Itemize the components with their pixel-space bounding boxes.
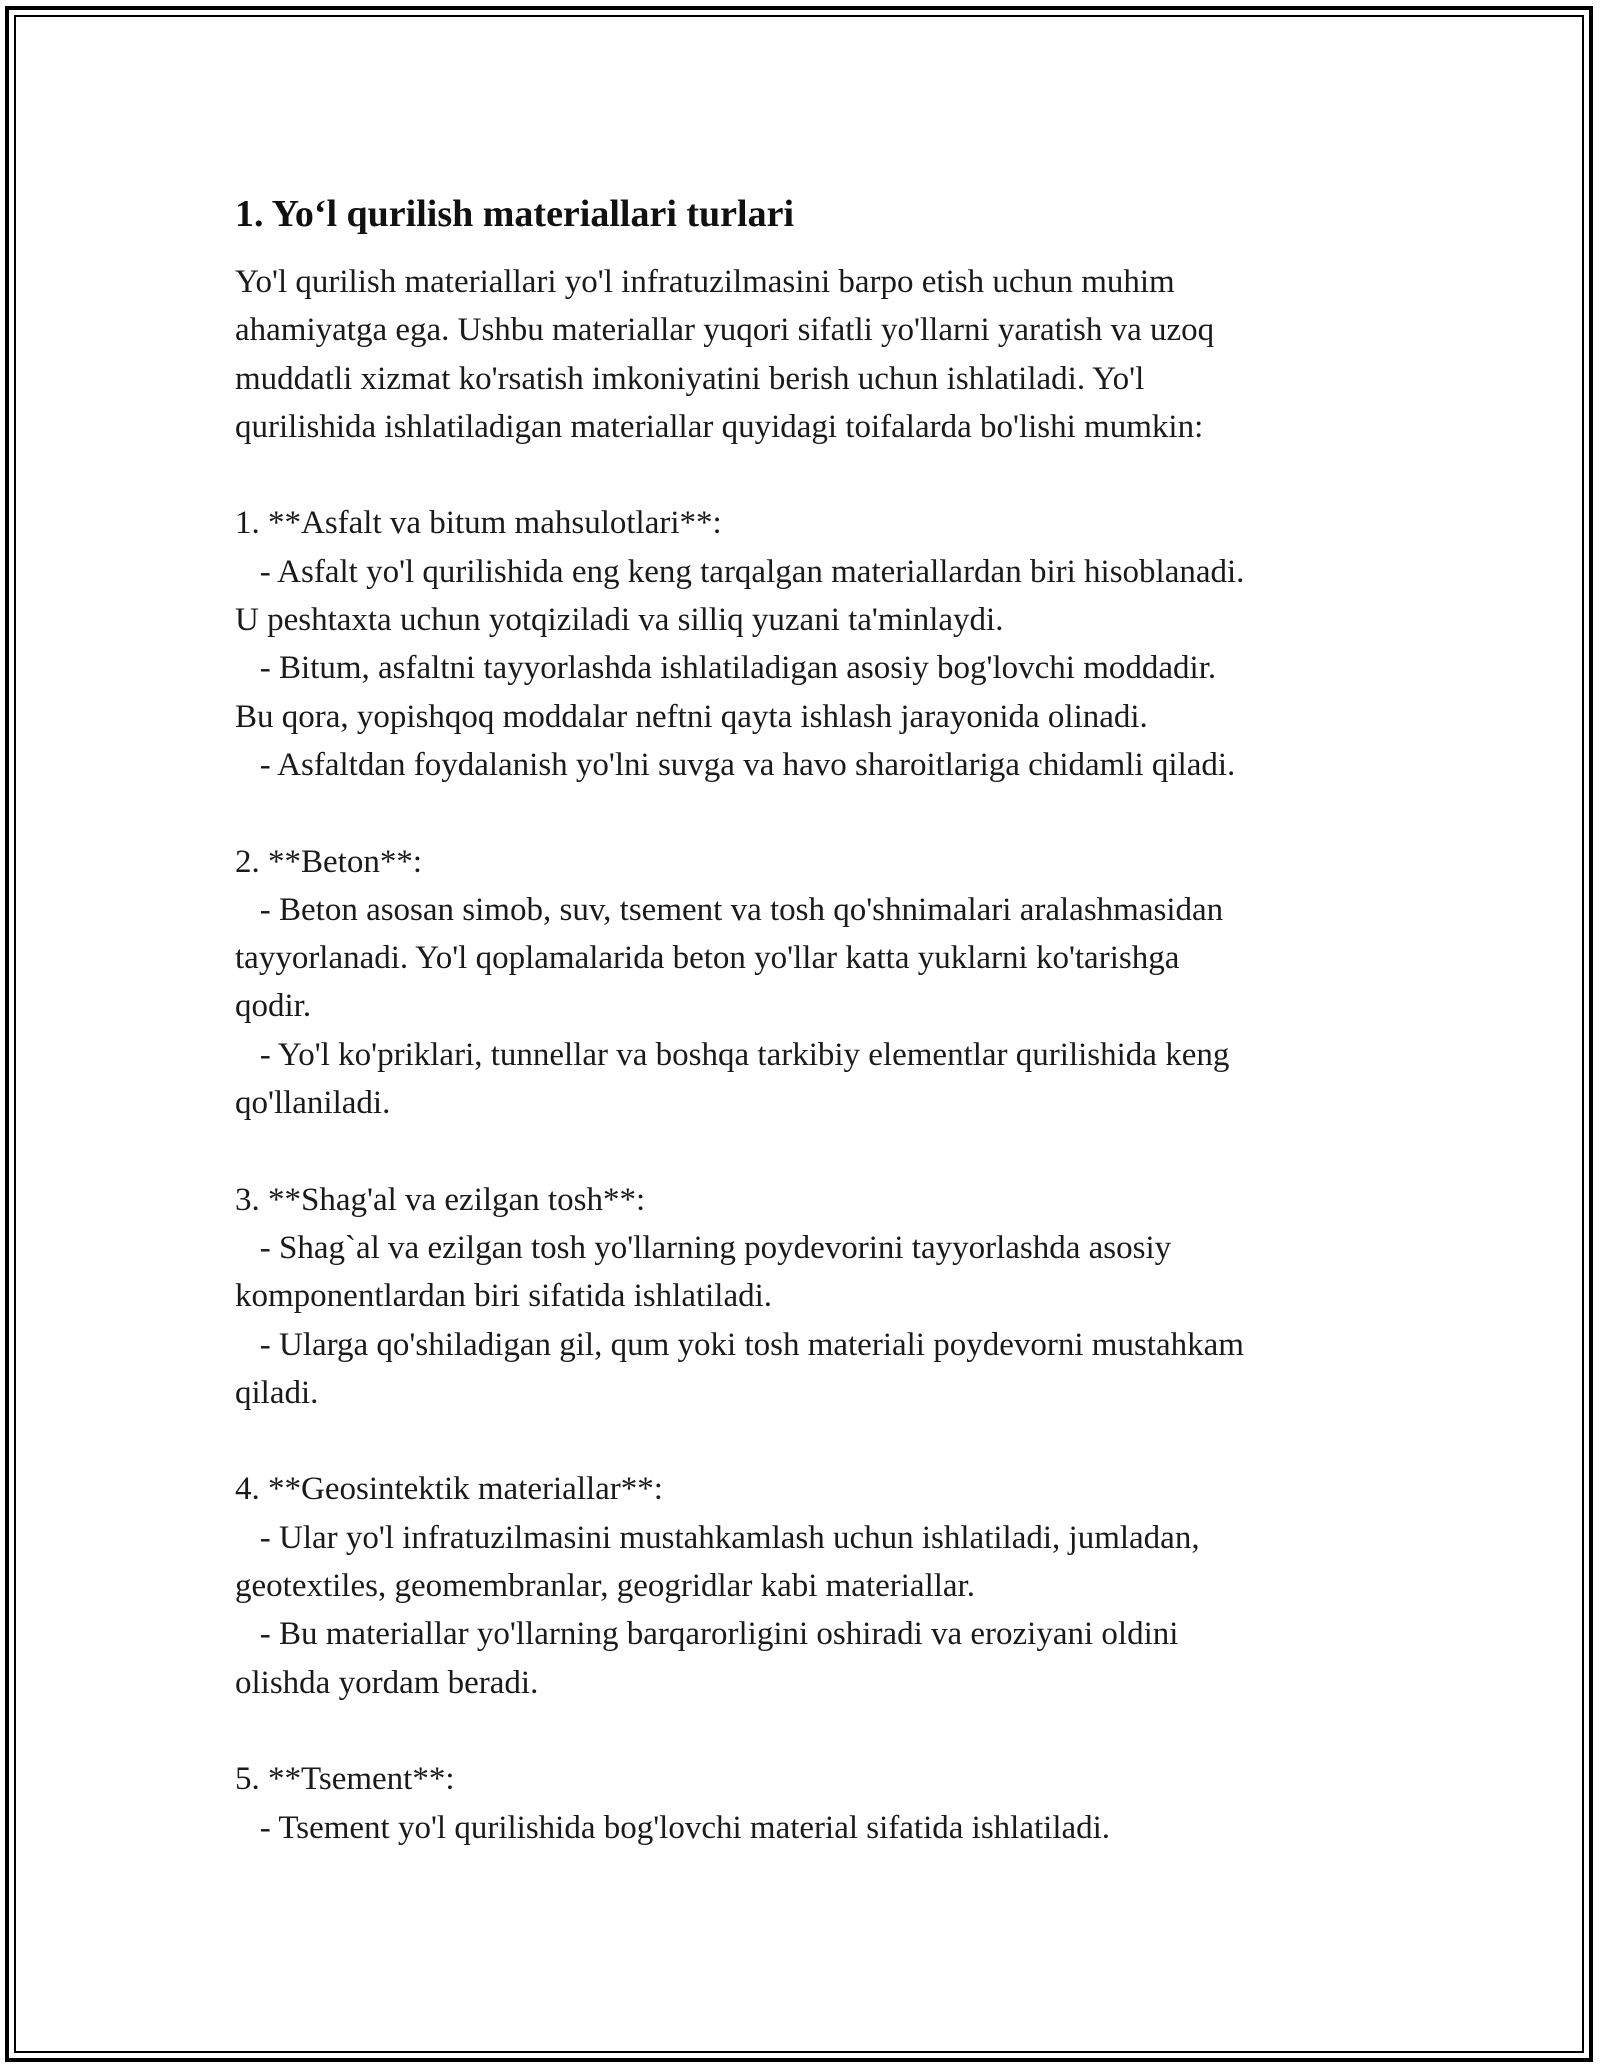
document-title: 1. Yo‘l qurilish materiallari turlari xyxy=(235,193,795,235)
section-body-tsement: - Tsement yo'l qurilishida bog'lovchi material sifatida ishlatiladi. xyxy=(235,1809,1111,1846)
section-body-geosintetik: - Ular yo'l infratuzilmasini mustahkamlash uchun ishlatiladi, jumladan, geotextiles, geomembranlar, geogridlar kabi materiallar. - Bu materiallar yo'llarning barqarorligini oshiradi va eroziyani oldini olishda yordam beradi. xyxy=(235,1519,1200,1701)
section-body-asfalt: - Asfalt yo'l qurilishida eng keng tarqalgan materiallardan biri hisoblanadi. U peshtaxta uchun yotqiziladi va silliq yuzani ta'minlaydi. - Bitum, asfaltni tayyorlashda ishlatiladigan asosiy bog'lovchi moddadir. Bu qora, yopishqoq moddalar neftni qayta ishlash jarayonida olinadi. - Asfaltdan foydalanish yo'lni suvga va havo sharoitlariga chidamli qiladi. xyxy=(235,553,1245,783)
section-heading-beton: 2. **Beton**: xyxy=(235,843,422,880)
section-heading-shagal: 3. **Shag'al va ezilgan tosh**: xyxy=(235,1181,646,1218)
section-heading-geosintetik: 4. **Geosintektik materiallar**: xyxy=(235,1471,663,1508)
paragraph-gap xyxy=(235,451,1385,499)
paragraph-gap xyxy=(235,1127,1385,1175)
document-content xyxy=(235,186,1385,1852)
paragraph-gap xyxy=(235,1707,1385,1755)
paragraph-gap xyxy=(235,1417,1385,1465)
section-body-beton: - Beton asosan simob, suv, tsement va tosh qo'shnimalari aralashmasidan tayyorlanadi. Yo'l qoplamalarida beton yo'llar katta yuklarni ko'tarishga qodir. - Yo'l ko'priklari, tunnellar va boshqa tarkibiy elementlar qurilishida keng qo'llaniladi. xyxy=(235,891,1230,1122)
section-heading-asfalt: 1. **Asfalt va bitum mahsulotlari**: xyxy=(235,505,722,542)
paragraph-gap xyxy=(235,789,1385,837)
section-body-shagal: - Shag`al va ezilgan tosh yo'llarning poydevorini tayyorlashda asosiy komponentlardan biri sifatida ishlatiladi. - Ularga qo'shiladigan gil, qum yoki tosh materiali poydevorni mustahkam qiladi. xyxy=(235,1229,1244,1411)
intro-paragraph: Yo'l qurilish materiallari yo'l infratuzilmasini barpo etish uchun muhim ahamiyatga ega. Ushbu materiallar yuqori sifatli yo'llarni yaratish va uzoq muddatli xizmat ko'rsatish imkoniyatini berish uchun ishlatiladi. Yo'l qurilishida ishlatiladigan materiallar quyidagi toifalarda bo'lishi mumkin: xyxy=(235,264,1215,445)
section-heading-tsement: 5. **Tsement**: xyxy=(235,1761,455,1798)
